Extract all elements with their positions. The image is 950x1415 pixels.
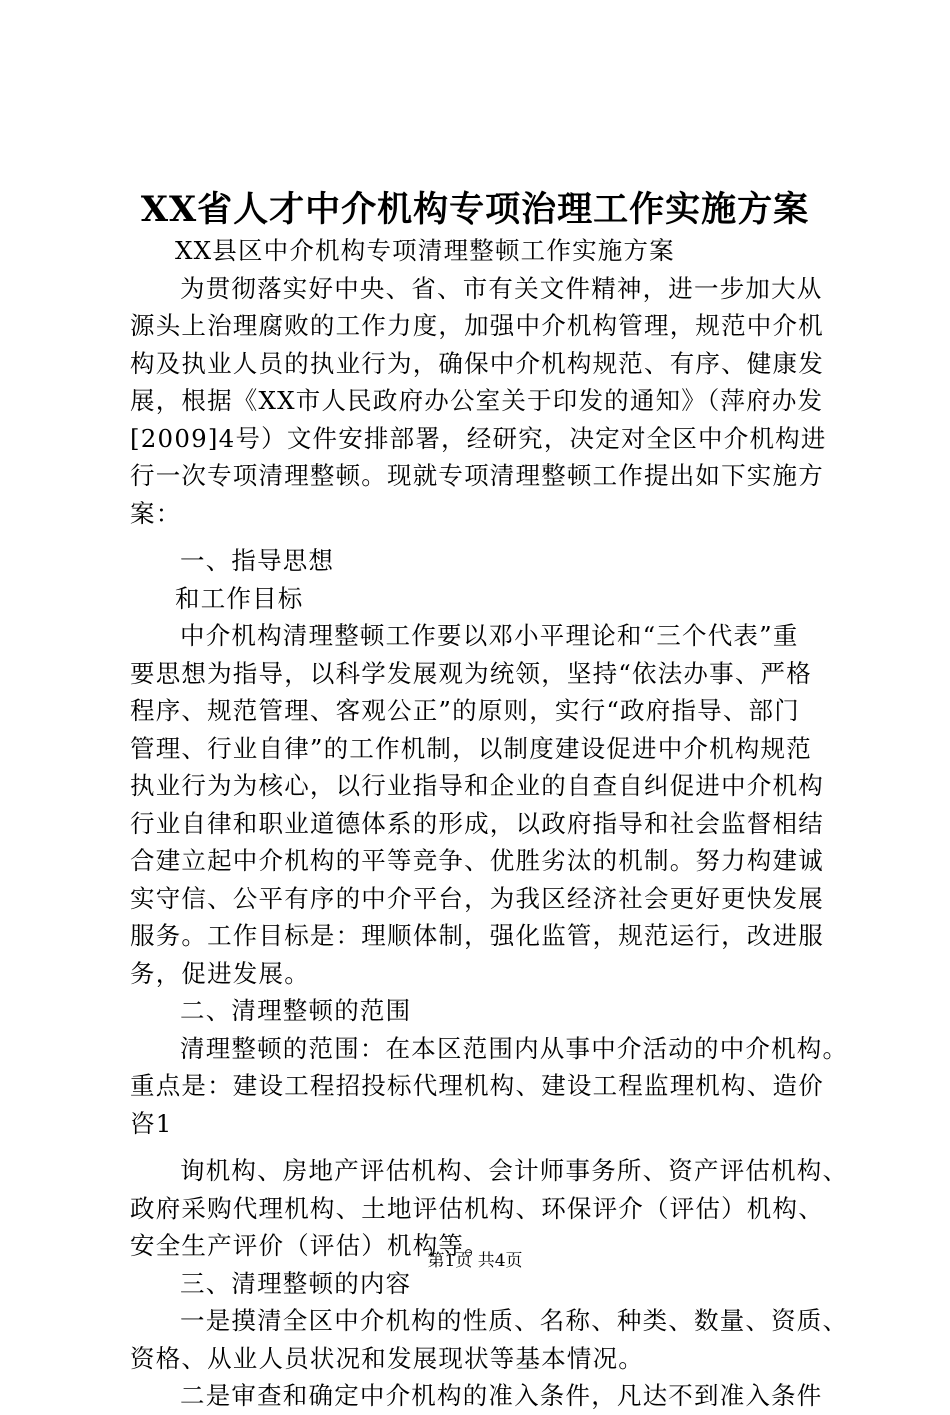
paragraph-line: 源头上治理腐败的工作力度，加强中介机构管理，规范中介机 (130, 311, 824, 340)
paragraph-line: 构及执业人员的执业行为，确保中介机构规范、有序、健康发 (130, 348, 824, 378)
paragraph-line: 资格、从业人员状况和发展现状等基本情况。 (130, 1343, 644, 1373)
paragraph-line: 询机构、房地产评估机构、会计师事务所、资产评估机构、 (180, 1156, 849, 1185)
paragraph-line: 务，促进发展。 (130, 958, 310, 988)
paragraph-line: 行业自律和职业道德体系的形成，以政府指导和社会监督相结 (130, 808, 824, 838)
paragraph-line: 政府采购代理机构、土地评估机构、环保评介（评估）机构、 (130, 1193, 824, 1223)
paragraph-line: 二是审查和确定中介机构的准入条件，凡达不到准入条件 (180, 1381, 823, 1410)
paragraph-line: 执业行为为核心，以行业指导和企业的自查自纠促进中介机构 (130, 771, 824, 800)
paragraph-line: 行一次专项清理整顿。现就专项清理整顿工作提出如下实施方 (130, 461, 824, 490)
paragraph-line: 要思想为指导，以科学发展观为统领，坚持“依法办事、严格 (130, 658, 812, 688)
paragraph-line: 咨1 (130, 1108, 173, 1138)
paragraph-line: 安全生产评价（评估）机构等。 (130, 1231, 490, 1260)
paragraph-line: 为贯彻落实好中央、省、市有关文件精神，进一步加大从 (180, 273, 823, 303)
paragraph-line: 中介机构清理整顿工作要以邓小平理论和“三个代表”重 (180, 621, 799, 650)
paragraph-line: 清理整顿的范围：在本区范围内从事中介活动的中介机构。 (180, 1033, 849, 1063)
document-title: XX省人才中介机构专项治理工作实施方案 (140, 189, 810, 230)
paragraph-line: 管理、行业自律”的工作机制，以制度建设促进中介机构规范 (130, 733, 812, 763)
paragraph-line: 程序、规范管理、客观公正”的原则，实行“政府指导、部门 (130, 696, 800, 725)
section-heading: 一、指导思想 (180, 546, 335, 575)
paragraph-line: 实守信、公平有序的中介平台，为我区经济社会更好更快发展 (130, 883, 824, 913)
subtitle-line: XX县区中介机构专项清理整顿工作实施方案 (175, 236, 675, 265)
section-heading: 二、清理整顿的范围 (180, 996, 412, 1025)
paragraph-line: 服务。工作目标是：理顺体制，强化监管，规范运行，改进服 (130, 921, 824, 950)
paragraph-line: [2009]4号）文件安排部署，经研究，决定对全区中介机构进 (130, 423, 827, 453)
paragraph-line: 一是摸清全区中介机构的性质、名称、种类、数量、资质、 (180, 1306, 849, 1335)
paragraph-line: 案： (130, 498, 182, 528)
document-body (130, 232, 849, 1415)
section-heading: 三、清理整顿的内容 (180, 1268, 412, 1298)
page-footer: 第1页 共4页 (427, 1251, 523, 1271)
section-heading: 和工作目标 (175, 583, 304, 613)
paragraph-line: 展，根据《XX市人民政府办公室关于印发的通知》（萍府办发 (130, 386, 824, 415)
paragraph-line: 重点是：建设工程招投标代理机构、建设工程监理机构、造价 (130, 1071, 824, 1100)
paragraph-line: 合建立起中介机构的平等竞争、优胜劣汰的机制。努力构建诚 (130, 846, 824, 875)
